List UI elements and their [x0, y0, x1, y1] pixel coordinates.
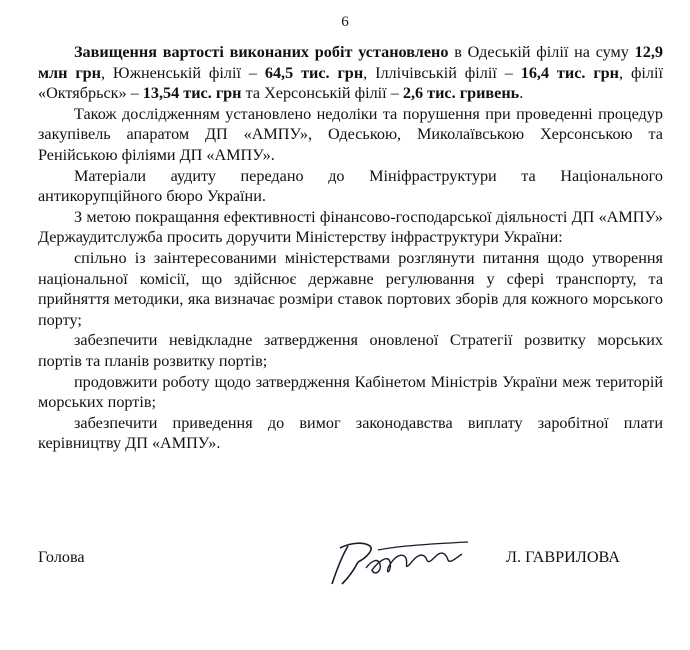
- text-segment: Також дослідженням установлено недоліки та порушення при проведенні процедур закупівель апаратом ДП «АМПУ», Одеською, Миколаївською Херсонською та Ренійською філіями ДП «АМПУ».: [38, 104, 663, 164]
- paragraph-salary: [38, 413, 663, 454]
- text-segment: та Херсонській філії –: [241, 84, 403, 103]
- text-segment: Матеріали аудиту передано до Мініфраструктури та Національного антикорупційного бюро України.: [38, 166, 663, 206]
- text-segment: забезпечити невідкладне затвердження оновленої Стратегії розвитку морських портів та планів розвитку портів;: [38, 331, 663, 370]
- page-number: 6: [341, 14, 349, 30]
- text-segment: З метою покращання ефективності фінансово-господарської діяльності ДП «АМПУ» Держаудитслужба просить доручити Міністерству інфраструктури України:: [38, 207, 663, 247]
- document-body: [38, 42, 663, 454]
- text-segment: забезпечити приведення до вимог законодавства виплату заробітної плати керівництву ДП «АМПУ».: [38, 413, 663, 453]
- paragraph-materials: [38, 166, 663, 207]
- paragraph-procurement: [38, 104, 663, 166]
- paragraph-port-borders: [38, 372, 663, 413]
- text-segment: 12,9 млн грн: [38, 43, 663, 82]
- text-segment: продовжити роботу щодо затвердження Кабінетом Міністрів України меж територій морських портів;: [38, 372, 663, 412]
- text-segment: 16,4 тис. грн: [520, 63, 620, 82]
- text-segment: .: [519, 84, 524, 103]
- signatory-name: Л. ГАВРИЛОВА: [506, 548, 620, 566]
- text-segment: , філії «Октябрьск» –: [38, 63, 664, 103]
- text-segment: 2,6 тис. гривень: [402, 84, 520, 103]
- paragraph-request: [38, 207, 663, 248]
- signatory-title: Голова: [38, 548, 85, 566]
- text-segment: , Южненській філії –: [101, 63, 265, 82]
- text-segment: 13,54 тис. грн: [142, 84, 242, 103]
- text-segment: спільно із заінтересованими міністерствами розглянути питання щодо утворення національної комісії, що здійснює державне регулювання у сфері транспорту, та прийняття методики, яка визначає розміри ставок портових зборів для кожного морського порту;: [38, 248, 663, 329]
- text-segment: Завищення вартості виконаних робіт установлено: [74, 43, 449, 61]
- handwritten-signature: [318, 532, 508, 592]
- text-segment: в Одеській філії на суму: [448, 43, 635, 61]
- paragraph-overpricing: [38, 42, 663, 104]
- text-segment: , Іллічівській філії –: [363, 63, 521, 82]
- text-segment: 64,5 тис. грн: [264, 63, 364, 82]
- signature-block: [38, 536, 658, 596]
- paragraph-commission: [38, 248, 663, 330]
- paragraph-strategy: [38, 330, 663, 371]
